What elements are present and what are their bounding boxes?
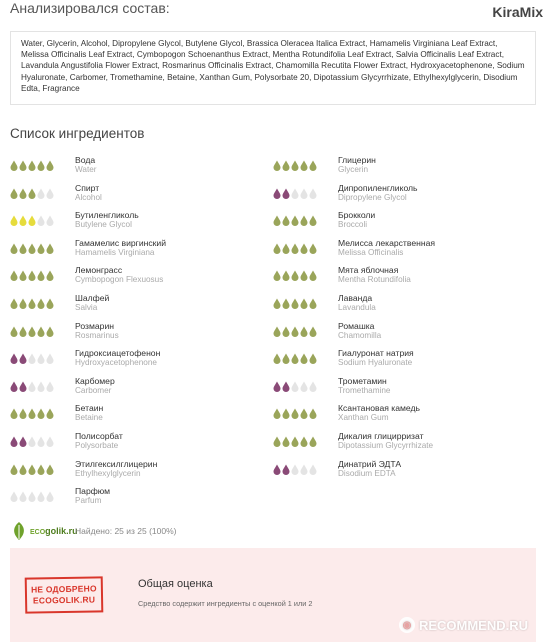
ingredient-name-ru[interactable]: Полисорбат	[75, 430, 123, 441]
ingredient-name-en: Water	[75, 165, 97, 174]
composition-text: Water, Glycerin, Alcohol, Dipropylene Glycol, Butylene Glycol, Brassica Oleracea Italica Extract, Hamamelis Virginiana Leaf Extract, Melissa Officinalis Leaf Extract, Cymbopogon Schoenanthus Extract, Mentha Rotundifolia Leaf Extract, Salvia Officinalis Leaf Extract, Lavandula Angustifolia Flower Extract, Rosmarinus Officinalis Extract, Chamomilla Recutita Flower Extract, Hydroxyacetophenone, Sodium Hyaluronate, Carbomer, Tromethamine, Betaine, Xanthan Gum, Polysorbate 20, Dipotassium Glycyrrhizate, Ethylhexylglycerin, Disodium Edta, Fragrance	[21, 39, 525, 93]
rating-drops	[10, 491, 54, 502]
drop-icon	[300, 353, 308, 364]
ingredient-name-ru[interactable]: Гидроксиацетофенон	[75, 348, 161, 359]
not-approved-stamp	[25, 576, 104, 613]
drop-icon	[46, 464, 54, 475]
overall-rating-title: Общая оценка	[138, 578, 213, 590]
drop-icon	[273, 353, 281, 364]
drop-icon	[28, 491, 36, 502]
drop-icon	[46, 408, 54, 419]
drop-icon	[19, 408, 27, 419]
ingredient-row[interactable]	[273, 155, 503, 183]
drop-icon	[300, 188, 308, 199]
ingredient-row[interactable]	[273, 265, 503, 293]
ingredient-row[interactable]	[273, 183, 503, 211]
ingredient-row[interactable]	[10, 238, 240, 266]
overall-rating-description: Средство содержит ингредиенты с оценкой 1 или 2	[138, 599, 313, 608]
drop-icon	[282, 436, 290, 447]
rating-drops	[273, 326, 317, 337]
ingredient-names	[75, 486, 110, 506]
drop-icon	[46, 326, 54, 337]
rating-drops	[273, 436, 317, 447]
ingredient-name-en: Hydroxyacetophenone	[75, 358, 157, 368]
ingredient-name-en: Salvia	[75, 302, 98, 312]
leaf-icon	[10, 521, 28, 541]
drop-icon	[10, 408, 18, 419]
drop-icon	[46, 436, 54, 447]
rating-drops	[273, 408, 317, 419]
ingredient-name-ru[interactable]: Трометамин	[338, 375, 387, 386]
ingredient-name-ru[interactable]: Вода	[75, 155, 96, 165]
logo-text: ECOgolik.ru	[30, 526, 78, 536]
drop-icon	[291, 270, 299, 281]
drop-icon	[291, 243, 299, 254]
drop-icon	[300, 270, 308, 281]
ingredient-name-en: Xanthan Gum	[338, 413, 389, 423]
drop-icon	[282, 160, 290, 171]
drop-icon	[273, 436, 281, 447]
ingredient-name-ru[interactable]: Брокколи	[338, 210, 376, 221]
drop-icon	[273, 243, 281, 254]
rating-drops	[10, 160, 54, 171]
rating-drops	[10, 215, 54, 226]
drop-icon	[19, 270, 27, 281]
rating-drops	[10, 408, 54, 419]
ingredient-name-ru[interactable]: Мелисса лекарственная	[338, 237, 436, 248]
drop-icon	[37, 298, 45, 309]
ingredients-title: Список ингредиентов	[10, 126, 145, 141]
rating-drops	[273, 215, 317, 226]
ingredient-row[interactable]	[10, 459, 240, 487]
ingredient-name-en: Lavandula	[338, 302, 376, 312]
ingredient-row[interactable]	[10, 155, 240, 183]
ingredient-name-en: Mentha Rotundifolia	[338, 275, 411, 285]
ingredient-name-ru[interactable]: Шалфей	[75, 292, 110, 303]
drop-icon	[273, 298, 281, 309]
drop-icon	[300, 298, 308, 309]
found-count: Найдено: 25 из 25 (100%)	[75, 526, 177, 536]
ingredient-names	[75, 321, 119, 341]
drop-icon	[28, 298, 36, 309]
drop-icon	[282, 298, 290, 309]
ingredient-name-ru[interactable]: Дикалия глицирризат	[338, 430, 424, 441]
drop-icon	[46, 270, 54, 281]
stamp-line-1: НЕ ОДОБРЕНО	[30, 583, 97, 595]
ingredient-names	[338, 155, 376, 175]
drop-icon	[300, 243, 308, 254]
ingredient-name-en: Dipropylene Glycol	[338, 192, 407, 202]
ingredient-name-ru[interactable]: Мята яблочная	[338, 265, 399, 276]
drop-icon	[37, 270, 45, 281]
ingredient-name-en: Polysorbate	[75, 440, 119, 450]
ingredients-column-left	[10, 155, 240, 514]
drop-icon	[46, 298, 54, 309]
ingredient-name-ru[interactable]: Лемонграсс	[75, 265, 123, 276]
rating-drops	[10, 381, 54, 392]
rating-drops	[10, 270, 54, 281]
drop-icon	[19, 160, 27, 171]
rating-drops	[273, 270, 317, 281]
ingredient-name-ru[interactable]: Парфюм	[75, 486, 111, 497]
ingredient-name-en: Melissa Officinalis	[338, 247, 404, 257]
drop-icon	[309, 326, 317, 337]
ingredient-name-ru[interactable]: Дипропиленгликоль	[338, 182, 418, 193]
drop-icon	[282, 464, 290, 475]
drop-icon	[28, 160, 36, 171]
ingredient-names	[75, 183, 102, 203]
ingredient-names	[75, 431, 123, 451]
ingredient-names	[75, 459, 157, 479]
recommend-watermark: ◉ RECOMMEND.RU	[399, 617, 528, 633]
drop-icon	[19, 243, 27, 254]
ingredient-name-ru[interactable]: Карбомер	[75, 375, 115, 386]
ingredient-row[interactable]	[273, 321, 503, 349]
drop-icon	[46, 160, 54, 171]
ingredient-names	[75, 376, 115, 396]
drop-icon	[46, 188, 54, 199]
drop-icon	[273, 381, 281, 392]
ingredient-name-en: Butylene Glycol	[75, 220, 132, 230]
ingredient-names	[338, 293, 376, 313]
drop-icon	[19, 353, 27, 364]
drop-icon	[300, 408, 308, 419]
drop-icon	[309, 160, 317, 171]
ingredient-row[interactable]	[273, 431, 503, 459]
drop-icon	[10, 353, 18, 364]
drop-icon	[19, 188, 27, 199]
drop-icon	[300, 326, 308, 337]
drop-icon	[28, 215, 36, 226]
drop-icon	[300, 160, 308, 171]
drop-icon	[291, 464, 299, 475]
ingredient-names	[75, 210, 139, 230]
drop-icon	[291, 188, 299, 199]
drop-icon	[300, 436, 308, 447]
ingredient-row[interactable]	[273, 293, 503, 321]
drop-icon	[10, 270, 18, 281]
drop-icon	[37, 160, 45, 171]
ingredient-names	[338, 238, 435, 258]
ingredient-names	[338, 431, 433, 451]
drop-icon	[19, 464, 27, 475]
ingredient-row[interactable]	[10, 293, 240, 321]
drop-icon	[309, 215, 317, 226]
drop-icon	[309, 464, 317, 475]
ingredient-names	[338, 265, 411, 285]
ingredient-row[interactable]	[10, 486, 240, 514]
drop-icon	[46, 491, 54, 502]
drop-icon	[28, 436, 36, 447]
ingredient-names	[75, 293, 109, 313]
drop-icon	[282, 188, 290, 199]
drop-icon	[37, 436, 45, 447]
ingredient-names	[338, 321, 381, 341]
rating-drops	[273, 160, 317, 171]
drop-icon	[28, 243, 36, 254]
stamp-line-2: ECOGOLIK.RU	[32, 594, 96, 606]
drop-icon	[309, 436, 317, 447]
ingredient-row[interactable]	[10, 265, 240, 293]
brand-name: KiraMix	[492, 4, 543, 20]
drop-icon	[37, 215, 45, 226]
drop-icon	[37, 464, 45, 475]
ingredient-names	[338, 459, 401, 479]
drop-icon	[28, 381, 36, 392]
drop-icon	[291, 408, 299, 419]
rating-drops	[273, 243, 317, 254]
drop-icon	[28, 270, 36, 281]
drop-icon	[309, 353, 317, 364]
ingredient-row[interactable]	[273, 403, 503, 431]
ingredient-names	[75, 348, 160, 368]
ingredient-name-en: Carbomer	[75, 385, 112, 395]
rating-drops	[10, 353, 54, 364]
drop-icon	[273, 270, 281, 281]
drop-icon	[28, 408, 36, 419]
ingredient-name-en: Parfum	[75, 496, 102, 506]
ingredient-name-ru[interactable]: Бутиленгликоль	[75, 210, 139, 221]
rating-drops	[10, 298, 54, 309]
drop-icon	[309, 408, 317, 419]
drop-icon	[19, 491, 27, 502]
drop-icon	[19, 436, 27, 447]
ingredient-name-ru[interactable]: Розмарин	[75, 320, 114, 331]
drop-icon	[282, 215, 290, 226]
drop-icon	[37, 381, 45, 392]
drop-icon	[282, 270, 290, 281]
ingredient-name-en: Ethylhexylglycerin	[75, 468, 141, 478]
ingredient-name-ru[interactable]: Ромашка	[338, 320, 375, 331]
ingredient-row[interactable]	[10, 321, 240, 349]
drop-icon	[46, 215, 54, 226]
drop-icon	[46, 243, 54, 254]
drop-icon	[19, 326, 27, 337]
ingredient-row[interactable]	[10, 431, 240, 459]
drop-icon	[291, 381, 299, 392]
drop-icon	[282, 381, 290, 392]
drop-icon	[28, 188, 36, 199]
ingredient-row[interactable]	[273, 348, 503, 376]
drop-icon	[10, 491, 18, 502]
analysis-heading: Анализировался состав:	[10, 0, 170, 16]
rating-drops	[10, 243, 54, 254]
drop-icon	[309, 188, 317, 199]
ingredient-name-ru[interactable]: Этилгексилглицерин	[75, 458, 158, 469]
ingredient-names	[75, 403, 103, 423]
rating-drops	[10, 188, 54, 199]
drop-icon	[291, 298, 299, 309]
drop-icon	[291, 160, 299, 171]
drop-icon	[46, 353, 54, 364]
ingredient-name-ru[interactable]: Бетаин	[75, 403, 104, 414]
ingredient-name-en: Glycerin	[338, 165, 369, 174]
ingredient-names	[338, 210, 375, 230]
ingredient-name-ru[interactable]: Глицерин	[338, 155, 376, 165]
drop-icon	[10, 188, 18, 199]
ingredient-name-en: Dipotassium Glycyrrhizate	[338, 440, 434, 450]
drop-icon	[282, 353, 290, 364]
ingredient-names	[75, 155, 97, 175]
drop-icon	[10, 160, 18, 171]
ingredient-name-en: Chamomilla	[338, 330, 382, 340]
ingredient-names	[338, 348, 414, 368]
ingredient-row[interactable]	[273, 459, 503, 487]
ingredient-names	[338, 376, 390, 396]
ecogolik-logo[interactable]	[10, 521, 78, 541]
ingredient-name-en: Sodium Hyaluronate	[338, 358, 413, 368]
drop-icon	[273, 188, 281, 199]
drop-icon	[282, 326, 290, 337]
drop-icon	[300, 381, 308, 392]
ingredient-name-en: Tromethamine	[338, 385, 391, 395]
drop-icon	[46, 381, 54, 392]
ingredient-row[interactable]	[10, 210, 240, 238]
ingredient-name-en: Disodium EDTA	[338, 468, 396, 478]
recommend-logo-icon: ◉	[399, 617, 415, 633]
drop-icon	[282, 243, 290, 254]
drop-icon	[19, 215, 27, 226]
drop-icon	[10, 381, 18, 392]
drop-icon	[273, 215, 281, 226]
drop-icon	[10, 215, 18, 226]
drop-icon	[282, 408, 290, 419]
rating-drops	[273, 464, 317, 475]
ingredient-name-ru[interactable]: Гиалуронат натрия	[338, 348, 414, 359]
ingredient-row[interactable]	[10, 403, 240, 431]
ingredient-row[interactable]	[10, 376, 240, 404]
drop-icon	[273, 464, 281, 475]
drop-icon	[37, 408, 45, 419]
drop-icon	[37, 353, 45, 364]
ingredient-name-ru[interactable]: Гамамелис виргинский	[75, 237, 167, 248]
rating-drops	[10, 326, 54, 337]
ingredient-name-ru[interactable]: Спирт	[75, 182, 100, 193]
drop-icon	[273, 160, 281, 171]
ingredients-column-right	[273, 155, 503, 486]
drop-icon	[291, 215, 299, 226]
ingredient-name-en: Cymbopogon Flexuosus	[75, 275, 164, 285]
drop-icon	[273, 326, 281, 337]
ingredient-names	[338, 403, 420, 423]
drop-icon	[291, 436, 299, 447]
drop-icon	[37, 326, 45, 337]
ingredient-names	[75, 265, 163, 285]
drop-icon	[37, 188, 45, 199]
drop-icon	[309, 270, 317, 281]
drop-icon	[309, 381, 317, 392]
composition-box	[10, 31, 536, 105]
drop-icon	[19, 381, 27, 392]
ingredient-row[interactable]	[273, 238, 503, 266]
overall-rating-panel	[10, 548, 536, 642]
drop-icon	[28, 353, 36, 364]
rating-drops	[273, 188, 317, 199]
ingredient-names	[75, 238, 166, 258]
ingredient-name-en: Broccoli	[338, 220, 368, 230]
drop-icon	[309, 243, 317, 254]
drop-icon	[273, 408, 281, 419]
drop-icon	[28, 326, 36, 337]
drop-icon	[10, 243, 18, 254]
drop-icon	[10, 298, 18, 309]
drop-icon	[291, 326, 299, 337]
ingredient-row[interactable]	[10, 348, 240, 376]
drop-icon	[28, 464, 36, 475]
rating-drops	[10, 436, 54, 447]
drop-icon	[300, 464, 308, 475]
drop-icon	[300, 215, 308, 226]
ingredient-row[interactable]	[10, 183, 240, 211]
ingredient-name-ru[interactable]: Динатрий ЭДТА	[338, 458, 402, 469]
drop-icon	[309, 298, 317, 309]
rating-drops	[273, 298, 317, 309]
ingredient-name-ru[interactable]: Ксантановая камедь	[338, 403, 420, 414]
drop-icon	[10, 436, 18, 447]
drop-icon	[10, 326, 18, 337]
ingredient-names	[338, 183, 418, 203]
drop-icon	[19, 298, 27, 309]
ingredient-row[interactable]	[273, 376, 503, 404]
ingredient-name-en: Betaine	[75, 413, 103, 423]
rating-drops	[10, 464, 54, 475]
drop-icon	[37, 491, 45, 502]
ingredient-name-en: Rosmarinus	[75, 330, 119, 340]
drop-icon	[37, 243, 45, 254]
ingredient-name-en: Hamamelis Virginiana	[75, 247, 155, 257]
ingredient-name-en: Alcohol	[75, 192, 102, 202]
drop-icon	[291, 353, 299, 364]
ingredient-row[interactable]	[273, 210, 503, 238]
ingredient-name-ru[interactable]: Лаванда	[338, 292, 373, 303]
rating-drops	[273, 381, 317, 392]
drop-icon	[10, 464, 18, 475]
rating-drops	[273, 353, 317, 364]
